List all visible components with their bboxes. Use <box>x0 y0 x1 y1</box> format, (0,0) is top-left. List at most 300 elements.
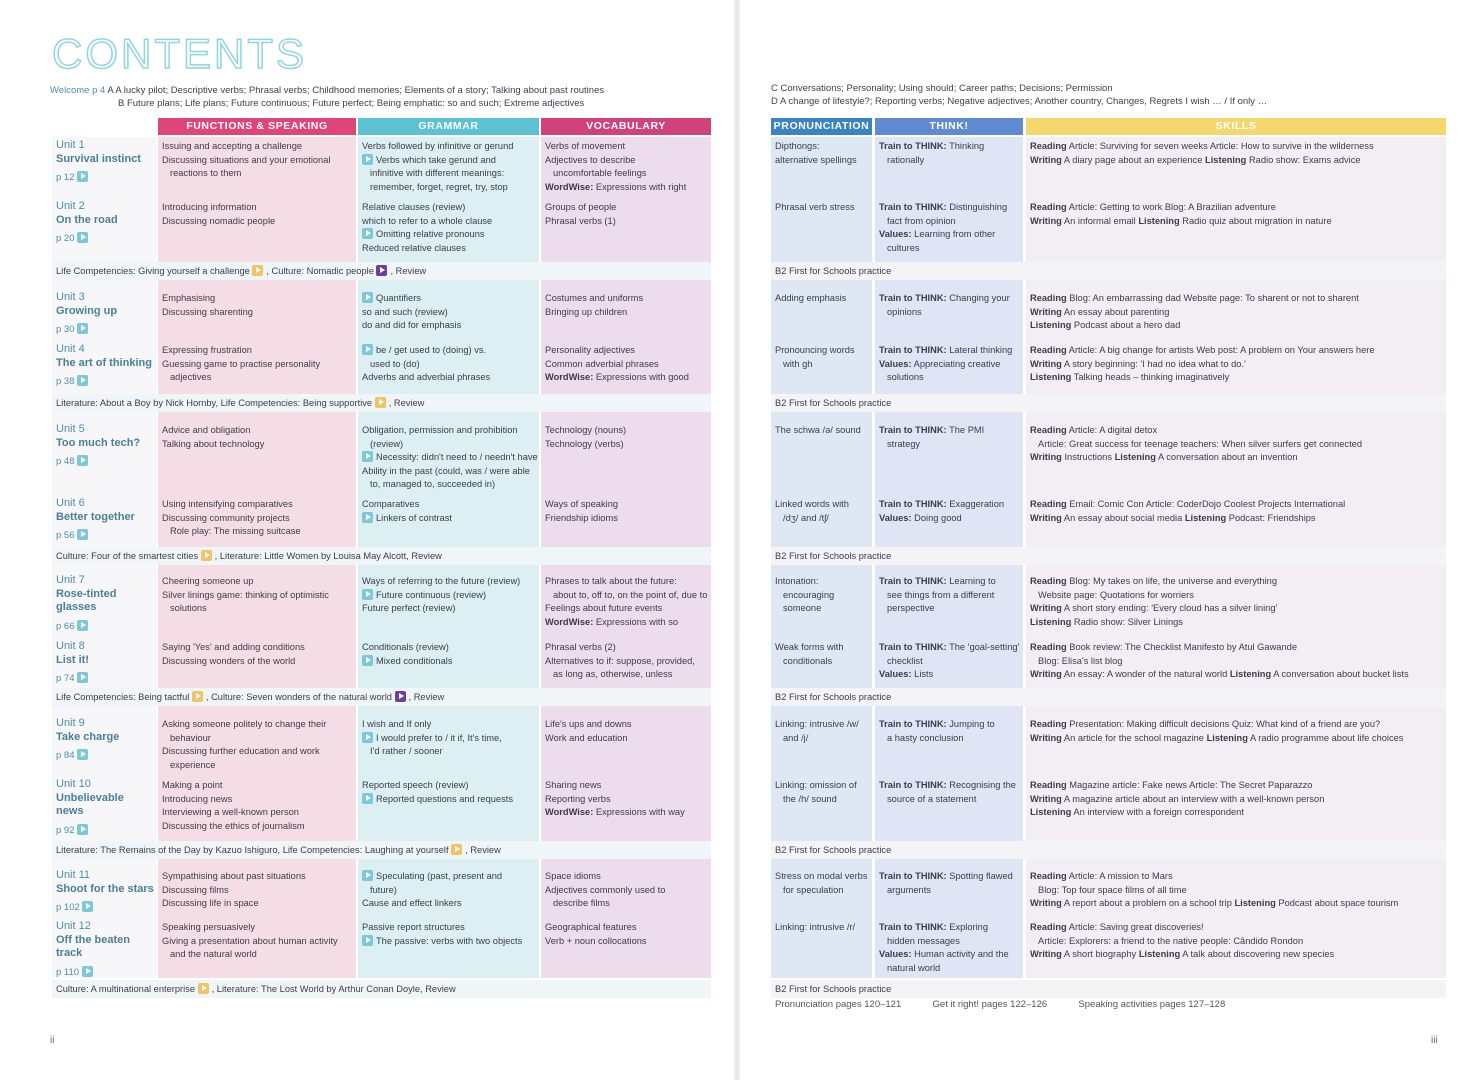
cell-think <box>875 718 1023 745</box>
cell-line <box>545 616 707 630</box>
cell-text: arguments <box>887 884 931 895</box>
cell-line <box>879 201 1019 215</box>
unit-heading[interactable] <box>52 717 156 763</box>
cell-line <box>1030 154 1442 168</box>
cell-line <box>1030 884 1442 898</box>
nav-pronunciation[interactable]: Pronunciation pages 120–121 <box>775 999 902 1010</box>
cell-text: Mixed conditionals <box>376 655 453 666</box>
cell-line <box>775 793 868 807</box>
welcome-page[interactable]: p 4 <box>92 85 106 96</box>
cell-text: Reading Article: A mission to Mars <box>1030 871 1173 881</box>
cell-text: Train to THINK: Thinking <box>879 141 985 151</box>
cell-text: Phrases to talk about the future: <box>545 576 677 586</box>
cell-line <box>362 478 535 492</box>
unit-number: Unit 8 <box>56 640 85 652</box>
cell-line <box>162 438 352 452</box>
unit-heading[interactable] <box>52 200 156 246</box>
cell-vocabulary <box>541 344 711 385</box>
cell-text: with gh <box>783 358 813 369</box>
cell-text: someone <box>783 603 822 613</box>
cell-text: solutions <box>887 372 924 382</box>
video-play-icon[interactable] <box>198 983 209 994</box>
cell-line <box>1030 897 1442 911</box>
unit-page-link[interactable] <box>56 455 152 469</box>
cell-grammar <box>358 498 539 525</box>
cell-line <box>362 319 535 333</box>
unit-heading[interactable] <box>52 423 156 469</box>
cell-text: Talking about technology <box>162 438 265 449</box>
cell-vocabulary <box>541 575 711 629</box>
cell-grammar <box>358 424 539 492</box>
cell-line <box>775 718 868 732</box>
cell-line <box>1030 870 1442 884</box>
cell-text: source of a statement <box>887 793 977 804</box>
cell-line <box>879 344 1019 358</box>
cell-line <box>362 242 535 256</box>
cell-line <box>775 512 868 526</box>
cell-text: see things from a different <box>887 589 995 600</box>
video-play-icon[interactable] <box>362 655 373 666</box>
strip-text: Literature: The Remains of the Day by Kazuo Ishiguro, Life Competencies: Laughing at yourself <box>56 845 452 855</box>
cell-line <box>545 589 707 603</box>
cell-line <box>162 371 352 385</box>
unit-page-link[interactable] <box>56 749 152 763</box>
unit-heading[interactable] <box>52 574 156 633</box>
cell-text: Article: Great success for teenage teachers: When silver surfers get connected <box>1038 438 1362 449</box>
unit-heading[interactable] <box>52 869 156 915</box>
strip-text: , Literature: The Lost World by Arthur Conan Doyle, Review <box>211 984 456 994</box>
cell-line <box>162 655 352 669</box>
cell-text: fact from opinion <box>887 215 956 226</box>
left-page <box>0 0 737 1080</box>
cell-line <box>362 498 535 512</box>
cell-text: Writing An informal email Listening Radio quiz about migration in nature <box>1030 215 1332 226</box>
welcome-line-d: D A change of lifestyle?; Reporting verbs; Negative adjectives; Another country, Changes, Regrets I wish … / If only … <box>771 96 1268 107</box>
cell-line <box>1030 358 1442 372</box>
cell-text: Discussing the ethics of journalism <box>162 820 305 831</box>
unit-heading[interactable] <box>52 343 156 389</box>
cell-line <box>879 589 1019 603</box>
review-strip[interactable] <box>56 688 444 706</box>
unit-name: track <box>56 947 83 959</box>
cell-text: Guessing game to practise personality <box>162 358 321 369</box>
cell-think <box>875 498 1023 525</box>
cell-text: WordWise: Expressions with way <box>545 807 685 817</box>
unit-number: Unit 12 <box>56 920 91 932</box>
cell-line <box>775 779 868 793</box>
cell-line <box>1030 655 1442 669</box>
cell-line <box>162 759 352 773</box>
cell-grammar <box>358 921 539 948</box>
cell-text: solutions <box>170 603 207 613</box>
strip-text: , Review <box>390 266 427 276</box>
video-play-icon[interactable] <box>362 589 373 600</box>
unit-heading[interactable] <box>52 497 156 543</box>
cell-line <box>1030 306 1442 320</box>
cell-line <box>362 575 535 589</box>
cell-text: Relative clauses (review) <box>362 202 466 212</box>
practice-strip[interactable]: B2 First for Schools practice <box>775 398 892 408</box>
cell-line <box>879 779 1019 793</box>
cell-text: Issuing and accepting a challenge <box>162 141 303 151</box>
review-strip[interactable] <box>56 547 442 565</box>
cell-think <box>875 921 1023 975</box>
cell-line <box>1030 319 1442 333</box>
video-play-icon[interactable] <box>362 935 373 946</box>
video-play-icon[interactable] <box>82 966 93 977</box>
cell-text: Writing A magazine article about an interview with a well-known person <box>1030 793 1325 804</box>
unit-page: p 12 <box>56 172 78 183</box>
cell-text: (review) <box>370 438 404 449</box>
video-play-icon[interactable] <box>77 824 88 835</box>
cell-line <box>1030 344 1442 358</box>
cell-line <box>362 292 535 306</box>
cell-line <box>545 668 707 682</box>
unit-name: Take charge <box>56 730 120 743</box>
video-play-icon[interactable] <box>77 672 88 683</box>
cell-text: Blog: Elisa's list blog <box>1038 655 1123 666</box>
cell-line <box>162 793 352 807</box>
cell-vocabulary <box>541 921 711 948</box>
unit-number: Unit 7 <box>56 574 85 586</box>
unit-page-link[interactable] <box>56 824 152 838</box>
cell-line <box>879 641 1019 655</box>
cell-text: Linkers of contrast <box>376 512 452 523</box>
cell-text: about to, off to, on the point of, due to <box>553 589 708 600</box>
cell-line <box>162 884 352 898</box>
cell-text: future) <box>370 884 397 895</box>
unit-heading[interactable] <box>52 920 156 979</box>
video-play-icon[interactable] <box>362 732 373 743</box>
video-play-icon[interactable] <box>375 397 386 408</box>
video-play-icon[interactable] <box>77 323 88 334</box>
unit-page: p 20 <box>56 233 78 244</box>
video-play-icon[interactable] <box>77 375 88 386</box>
cell-line <box>1030 438 1442 452</box>
cell-text: Necessity: didn't need to / needn't have <box>376 452 538 462</box>
strip-text: Life Competencies: Giving yourself a challenge <box>56 266 253 276</box>
review-strip[interactable] <box>56 262 426 280</box>
cell-line <box>775 154 868 168</box>
cell-line <box>162 602 352 616</box>
practice-strip[interactable]: B2 First for Schools practice <box>775 692 892 702</box>
cell-grammar <box>358 201 539 255</box>
cell-text: opinions <box>887 306 922 317</box>
video-play-icon[interactable] <box>82 901 93 912</box>
cell-skills <box>1026 498 1446 525</box>
cell-vocabulary <box>541 718 711 745</box>
strip-text: , Culture: Seven wonders of the natural world <box>205 692 395 702</box>
cell-pronunciation <box>771 575 872 616</box>
video-play-icon[interactable] <box>362 451 373 462</box>
cell-pronunciation <box>771 921 872 935</box>
cell-line <box>545 167 707 181</box>
cell-functions <box>158 641 356 668</box>
cell-text: Reading Article: Surviving for seven weeks Article: How to survive in the wilderness <box>1030 141 1374 151</box>
cell-text: the /h/ sound <box>783 793 837 804</box>
video-play-icon[interactable] <box>362 292 373 303</box>
unit-page-link[interactable] <box>56 966 152 980</box>
cell-text: which to refer to a whole clause <box>362 215 493 226</box>
cell-text: Discussing nomadic people <box>162 215 276 226</box>
cell-text: Obligation, permission and prohibition <box>362 425 518 435</box>
page-number-right: iii <box>1431 1035 1438 1046</box>
unit-heading[interactable] <box>52 291 156 337</box>
video-play-icon[interactable] <box>77 455 88 466</box>
unit-heading[interactable] <box>52 139 156 185</box>
video-play-icon[interactable] <box>77 171 88 182</box>
cell-line <box>162 154 352 168</box>
cell-grammar <box>358 779 539 806</box>
cell-line <box>362 718 535 732</box>
cell-line <box>362 215 535 229</box>
cell-text: Writing A short story ending: 'Every cloud has a silver lining' <box>1030 603 1278 613</box>
video-play-icon[interactable] <box>201 550 212 561</box>
cell-text: Values: Human activity and the <box>879 949 1009 959</box>
cell-line <box>162 344 352 358</box>
cell-skills <box>1026 779 1446 820</box>
unit-name: Off the beaten <box>56 933 130 946</box>
cell-line <box>162 921 352 935</box>
practice-strip[interactable]: B2 First for Schools practice <box>775 266 892 276</box>
review-strip[interactable] <box>56 841 501 859</box>
practice-strip[interactable]: B2 First for Schools practice <box>775 551 892 561</box>
unit-heading[interactable] <box>52 640 156 686</box>
unit-name: The art of thinking <box>56 356 152 369</box>
cell-text: Train to THINK: Spotting flawed <box>879 871 1013 881</box>
cell-grammar <box>358 344 539 385</box>
cell-skills <box>1026 140 1446 167</box>
cell-line <box>775 292 868 306</box>
cell-skills <box>1026 870 1446 911</box>
video-play-icon[interactable] <box>362 870 373 881</box>
cell-functions <box>158 140 356 181</box>
cell-functions <box>158 201 356 228</box>
cell-text: Writing A report about a problem on a school trip Listening Podcast about space tourism <box>1030 898 1399 908</box>
strip-text: Culture: Four of the smartest cities <box>56 551 201 561</box>
cell-text: Train to THINK: Lateral thinking <box>879 345 1013 355</box>
unit-name: Growing up <box>56 304 118 317</box>
cell-text: Reported questions and requests <box>376 793 513 804</box>
cell-text: Space idioms <box>545 871 601 881</box>
cell-text: The passive: verbs with two objects <box>376 935 523 946</box>
cell-line <box>879 140 1019 154</box>
cell-line <box>162 306 352 320</box>
cell-line <box>1030 718 1442 732</box>
strip-text: Culture: A multinational enterprise <box>56 984 198 994</box>
cell-text: and the natural world <box>170 949 257 959</box>
header-pronunciation: PRONUNCIATION <box>771 118 872 135</box>
cell-line <box>545 306 707 320</box>
cell-line <box>162 732 352 746</box>
cell-line <box>879 228 1019 242</box>
video-play-icon[interactable] <box>192 691 203 702</box>
unit-name: Better together <box>56 510 135 523</box>
cell-line <box>545 884 707 898</box>
cell-line <box>879 154 1019 168</box>
cell-line <box>162 201 352 215</box>
video-play-icon[interactable] <box>376 265 387 276</box>
unit-page: p 56 <box>56 530 78 541</box>
cell-text: WordWise: Expressions with good <box>545 372 689 382</box>
cell-text: Emphasising <box>162 293 216 303</box>
cell-text: Verbs followed by infinitive or gerund <box>362 141 514 151</box>
nav-speaking[interactable]: Speaking activities pages 127–128 <box>1078 999 1226 1010</box>
cell-text: Listening Podcast about a hero dad <box>1030 320 1181 330</box>
cell-text: /dʒ/ and /tʃ/ <box>783 512 829 523</box>
cell-vocabulary <box>541 292 711 319</box>
cell-line <box>362 358 535 372</box>
cell-text: Phrasal verbs (1) <box>545 215 616 226</box>
cell-line <box>1030 779 1442 793</box>
cell-text: Writing A diary page about an experience Listening Radio show: Exams advice <box>1030 154 1361 165</box>
cell-text: Blog: Top four space films of all time <box>1038 884 1187 895</box>
cell-text: natural world <box>887 962 941 973</box>
unit-page: p 110 <box>56 966 82 978</box>
cell-text: Role play: The missing suitcase <box>170 526 301 536</box>
cell-think <box>875 575 1023 616</box>
cell-line <box>879 655 1019 669</box>
cell-line <box>1030 948 1442 962</box>
cell-text: Writing An essay about parenting <box>1030 306 1170 317</box>
unit-heading[interactable] <box>52 778 156 837</box>
unit-name: On the road <box>56 213 118 226</box>
cell-text: rationally <box>887 154 925 165</box>
cell-text: Linking: intrusive /w/ <box>775 719 859 729</box>
cell-functions <box>158 344 356 385</box>
unit-page: p 48 <box>56 456 78 467</box>
cell-line <box>545 935 707 949</box>
cell-line <box>162 935 352 949</box>
practice-strip[interactable]: B2 First for Schools practice <box>775 984 892 994</box>
cell-line <box>1030 616 1442 630</box>
unit-page-link[interactable] <box>56 901 152 915</box>
video-play-icon[interactable] <box>252 265 263 276</box>
cell-line <box>1030 793 1442 807</box>
nav-get-it-right[interactable]: Get it right! pages 122–126 <box>932 999 1048 1010</box>
cell-text: Train to THINK: Exploring <box>879 922 989 932</box>
cell-line <box>545 602 707 616</box>
video-play-icon[interactable] <box>362 512 373 523</box>
cell-text: experience <box>170 759 216 770</box>
review-strip[interactable] <box>56 980 456 998</box>
unit-number: Unit 4 <box>56 343 85 355</box>
video-play-icon[interactable] <box>362 344 373 355</box>
cell-line <box>362 465 535 479</box>
unit-number: Unit 2 <box>56 200 85 212</box>
cell-text: Ways of referring to the future (review) <box>362 576 521 586</box>
cell-line <box>879 602 1019 616</box>
cell-line <box>1030 641 1442 655</box>
cell-text: Train to THINK: Jumping to <box>879 719 995 729</box>
cell-line <box>879 575 1019 589</box>
cell-text: Expressing frustration <box>162 345 252 355</box>
unit-page-link[interactable] <box>56 232 152 246</box>
video-play-icon[interactable] <box>77 749 88 760</box>
cell-text: Discussing wonders of the world <box>162 655 296 666</box>
review-strip[interactable] <box>56 394 424 412</box>
cell-text: Reading Presentation: Making difficult decisions Quiz: What kind of a friend are you? <box>1030 719 1381 729</box>
unit-number: Unit 1 <box>56 139 85 151</box>
cell-text: Making a point <box>162 780 223 790</box>
cell-line <box>879 935 1019 949</box>
cell-line <box>1030 292 1442 306</box>
cell-text: Sympathising about past situations <box>162 871 306 881</box>
unit-page-link[interactable] <box>56 620 152 634</box>
cell-pronunciation <box>771 344 872 371</box>
unit-page: p 38 <box>56 376 78 387</box>
cell-line <box>362 779 535 793</box>
unit-page: p 102 <box>56 902 83 913</box>
cell-text: Technology (verbs) <box>545 438 624 449</box>
unit-page-link[interactable] <box>56 672 152 686</box>
cell-text: Weak forms with <box>775 642 844 652</box>
cell-text: Reading Magazine article: Fake news Article: The Secret Paparazzo <box>1030 780 1313 790</box>
unit-number: Unit 6 <box>56 497 85 509</box>
cell-line <box>362 140 535 154</box>
cell-line <box>1030 424 1442 438</box>
cell-line <box>545 655 707 669</box>
unit-name: Unbelievable <box>56 791 124 804</box>
video-play-icon[interactable] <box>77 232 88 243</box>
video-play-icon[interactable] <box>77 620 88 631</box>
cell-text: Writing A story beginning: 'I had no idea what to do.' <box>1030 358 1246 369</box>
cell-line <box>162 575 352 589</box>
cell-vocabulary <box>541 870 711 911</box>
practice-strip[interactable]: B2 First for Schools practice <box>775 845 892 855</box>
cell-line <box>162 292 352 306</box>
cell-skills <box>1026 344 1446 385</box>
cell-think <box>875 201 1023 255</box>
video-play-icon[interactable] <box>362 793 373 804</box>
cell-text: Silver linings game: thinking of optimistic <box>162 589 329 600</box>
cell-line <box>545 154 707 168</box>
video-play-icon[interactable] <box>362 228 373 239</box>
video-play-icon[interactable] <box>451 844 462 855</box>
cell-line <box>362 897 535 911</box>
cell-text: Train to THINK: Changing your <box>879 293 1010 303</box>
cell-vocabulary <box>541 140 711 194</box>
cell-skills <box>1026 641 1446 682</box>
video-play-icon[interactable] <box>77 529 88 540</box>
cell-line <box>545 575 707 589</box>
video-play-icon[interactable] <box>395 691 406 702</box>
cell-functions <box>158 870 356 911</box>
cell-line <box>162 779 352 793</box>
cell-line <box>1030 589 1442 603</box>
cell-line <box>879 732 1019 746</box>
cell-text: Future continuous (review) <box>376 589 487 600</box>
cell-text: Discussing sharenting <box>162 306 253 317</box>
cell-think <box>875 870 1023 897</box>
strip-text: , Review <box>408 692 445 702</box>
cell-line <box>362 512 535 526</box>
unit-page-link[interactable] <box>56 323 152 337</box>
unit-page-link[interactable] <box>56 171 152 185</box>
unit-page-link[interactable] <box>56 375 152 389</box>
cell-text: Discussing life in space <box>162 898 259 908</box>
cell-text: Ways of speaking <box>545 499 619 509</box>
cell-text: I would prefer to / it if, It's time, <box>376 732 502 743</box>
cell-text: Phrasal verb stress <box>775 202 855 212</box>
video-play-icon[interactable] <box>362 154 373 165</box>
cell-text: Writing A short biography Listening A talk about discovering new species <box>1030 949 1335 959</box>
cell-think <box>875 641 1023 682</box>
cell-pronunciation <box>771 424 872 438</box>
unit-page-link[interactable] <box>56 529 152 543</box>
cell-text: Reduced relative clauses <box>362 242 466 253</box>
cell-line <box>362 154 535 168</box>
